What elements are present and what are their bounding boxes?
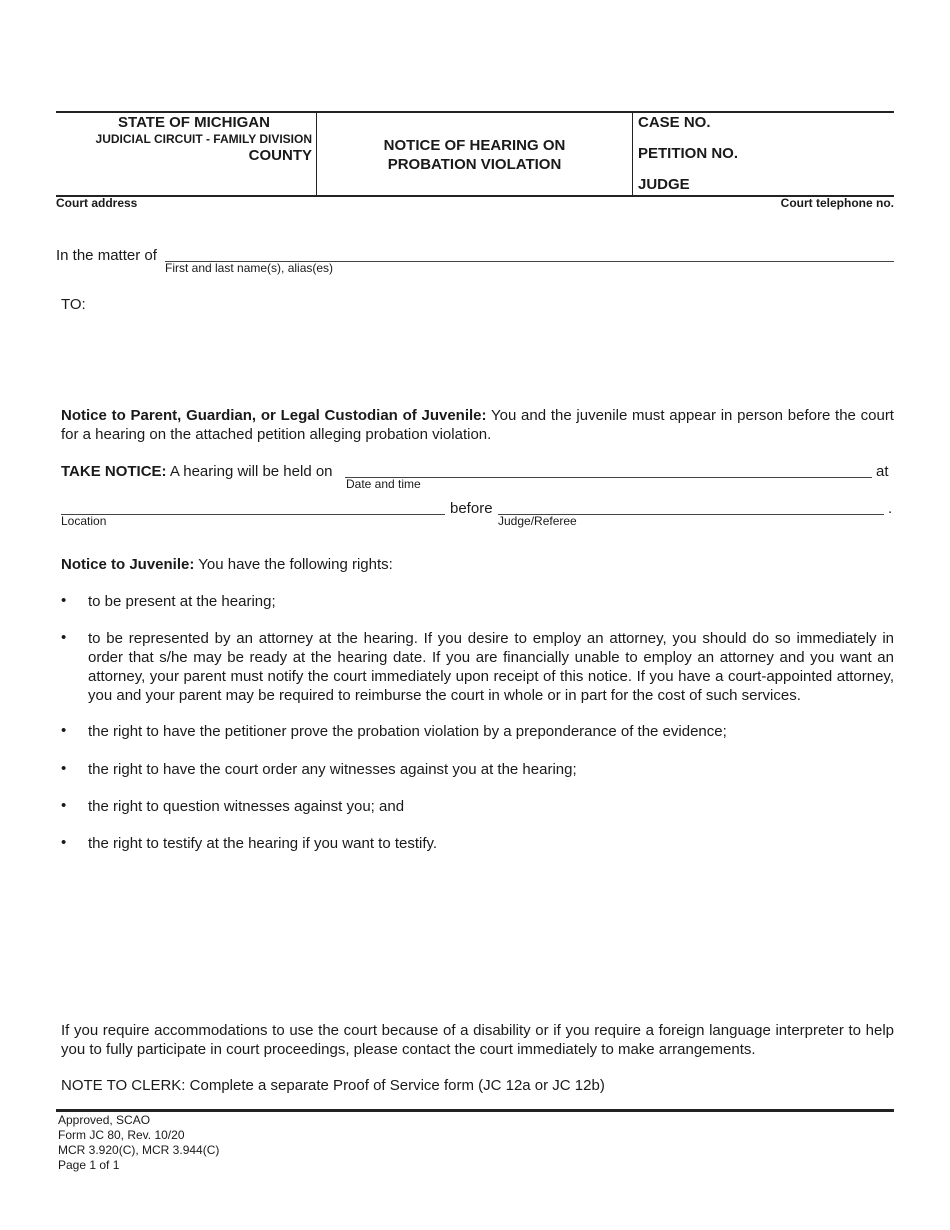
bullet-icon: • xyxy=(61,760,67,777)
location-field[interactable] xyxy=(61,514,445,515)
footer-mcr: MCR 3.920(C), MCR 3.944(C) xyxy=(58,1143,220,1157)
footer-approved: Approved, SCAO xyxy=(58,1113,151,1127)
form-title xyxy=(317,136,632,174)
bullet-icon: • xyxy=(61,797,67,814)
right-item: the right to have the court order any witnesses against you at the hearing; xyxy=(88,761,577,778)
location-caption: Location xyxy=(61,514,107,528)
right-item: the right to question witnesses against you; and xyxy=(88,798,405,815)
judge-referee-caption: Judge/Referee xyxy=(498,514,577,528)
accommodations-notice: If you require accommodations to use the court because of a disability or if you require a foreign language interpreter to help you to fully participate in court proceedings, please contact the court immediately to make arrangements. xyxy=(61,1022,894,1058)
header-top-rule xyxy=(56,111,894,113)
matter-name-caption: First and last name(s), alias(es) xyxy=(165,261,334,275)
header-bottom-rule xyxy=(56,195,894,197)
parent-notice-text: You and the juvenile must appear in person before the court for a hearing on the attached petition alleging probation violation. xyxy=(61,407,894,443)
bullet-icon: • xyxy=(61,834,67,851)
clerk-note: NOTE TO CLERK: Complete a separate Proof of Service form (JC 12a or JC 12b) xyxy=(61,1077,605,1094)
take-notice xyxy=(61,462,333,481)
parent-notice xyxy=(61,406,894,444)
right-item: the right to testify at the hearing if you want to testify. xyxy=(88,835,438,852)
case-no-label: CASE NO. xyxy=(638,114,711,131)
court-telephone-label: Court telephone no. xyxy=(780,196,894,210)
bullet-icon: • xyxy=(61,722,67,739)
county-label: COUNTY xyxy=(248,147,312,164)
footer-form-number: Form JC 80, Rev. 10/20 xyxy=(58,1128,185,1142)
at-label: at xyxy=(876,463,889,480)
footer-rule xyxy=(56,1109,894,1112)
to-label: TO: xyxy=(61,296,86,313)
juvenile-notice-text: You have the following rights: xyxy=(194,556,393,573)
right-item: to be present at the hearing; xyxy=(88,593,276,610)
form-footer xyxy=(58,1113,219,1173)
before-label: before xyxy=(450,500,493,517)
form-title-line2: PROBATION VIOLATION xyxy=(387,156,562,173)
parent-notice-heading: Notice to Parent, Guardian, or Legal Custodian of Juvenile: xyxy=(61,407,487,424)
take-notice-heading: TAKE NOTICE: xyxy=(61,463,167,480)
take-notice-text: A hearing will be held on xyxy=(166,463,333,480)
bullet-icon: • xyxy=(61,592,67,609)
header-divider-right xyxy=(632,112,633,196)
petition-no-label: PETITION NO. xyxy=(638,145,739,162)
date-time-caption: Date and time xyxy=(346,477,421,491)
in-the-matter-label: In the matter of xyxy=(56,247,157,264)
court-address-label: Court address xyxy=(56,196,138,210)
right-item: the right to have the petitioner prove the probation violation by a preponderance of the evidence; xyxy=(88,723,727,740)
state-of-michigan: STATE OF MICHIGAN xyxy=(118,114,270,131)
juvenile-notice xyxy=(61,555,393,574)
date-time-field[interactable] xyxy=(345,477,872,478)
form-title-line1: NOTICE OF HEARING ON xyxy=(383,137,566,154)
judge-label: JUDGE xyxy=(638,176,690,193)
juvenile-notice-heading: Notice to Juvenile: xyxy=(61,556,195,573)
period-mark: . xyxy=(888,500,893,517)
bullet-icon: • xyxy=(61,629,67,646)
footer-page: Page 1 of 1 xyxy=(58,1158,120,1172)
right-item: to be represented by an attorney at the hearing. If you desire to employ an attorney, you should do so immediately in order that s/he may be ready at the hearing date. If you are financially unable to employ an attorney and you want an attorney, your parent must notify the court immediately upon receipt of this notice. If you have a court-appointed attorney, you and your parent may be required to reimburse the court in whole or in part for the cost of such services. xyxy=(88,630,894,704)
judicial-circuit-label: JUDICIAL CIRCUIT - FAMILY DIVISION xyxy=(95,132,312,146)
